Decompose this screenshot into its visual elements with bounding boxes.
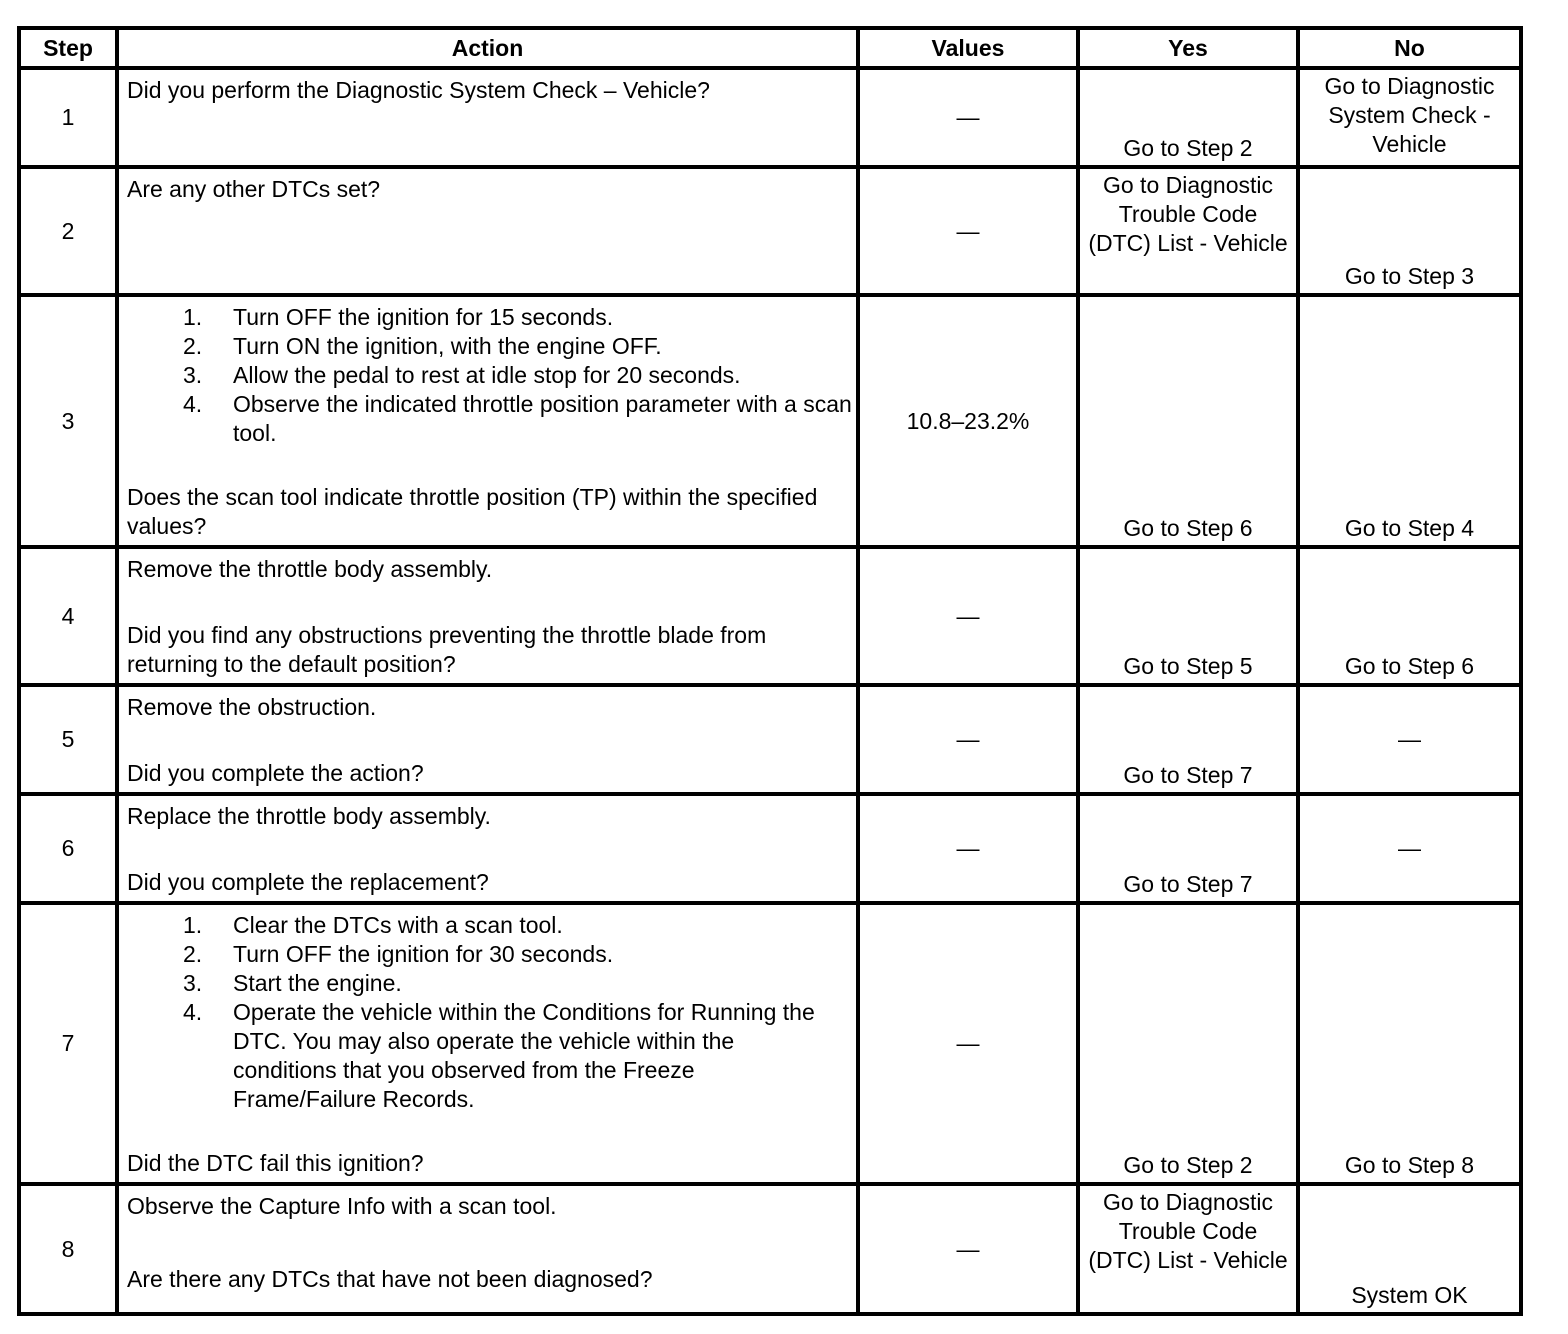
action-cell <box>119 297 856 545</box>
yes-link: Go to Step 6 <box>1123 515 1253 541</box>
no-cell <box>1300 1186 1519 1310</box>
values-cell: — <box>956 1235 980 1262</box>
yes-link: Go to Diagnostic Trouble Code (DTC) List - Vehicle <box>1088 172 1288 256</box>
question-text: Does the scan tool indicate throttle position (TP) within the specified values? <box>127 484 818 539</box>
list-item: 4. Operate the vehicle within the Conditions for Running the DTC. You may also operate the vehicle within the conditions that you observed from the Freeze Frame/Failure Records. <box>183 999 815 1112</box>
yes-cell <box>1080 687 1296 790</box>
no-link: Go to Step 4 <box>1344 515 1475 541</box>
diagnostic-table <box>17 26 1523 1316</box>
step-number: 8 <box>61 1235 75 1262</box>
list-item: 3. Start the engine. <box>183 970 402 996</box>
yes-cell <box>1080 905 1296 1180</box>
step-number: 5 <box>61 726 75 752</box>
header-yes: Yes <box>1168 34 1208 61</box>
no-cell: — <box>1398 835 1421 861</box>
step-number: 7 <box>61 1030 75 1056</box>
no-link: Go to Step 6 <box>1344 653 1475 679</box>
list-item: 4. Observe the indicated throttle position parameter with a scan tool. <box>183 391 852 446</box>
question-text: Are there any DTCs that have not been diagnosed? <box>127 1266 653 1292</box>
step-number: 1 <box>61 104 75 130</box>
values-cell: — <box>956 602 980 629</box>
no-cell <box>1300 72 1519 165</box>
yes-cell <box>1080 549 1296 681</box>
step-number: 6 <box>61 835 75 861</box>
no-link: System OK <box>1351 1282 1468 1308</box>
no-cell <box>1300 549 1519 681</box>
action-cell <box>119 796 856 901</box>
no-link: Go to Step 3 <box>1344 263 1475 289</box>
yes-cell <box>1080 1188 1296 1310</box>
values-cell: — <box>956 104 980 130</box>
yes-link: Go to Step 7 <box>1123 871 1253 897</box>
yes-link: Go to Step 5 <box>1123 653 1253 679</box>
action-cell <box>119 1186 856 1312</box>
question-text: Did you complete the replacement? <box>127 869 489 895</box>
header-no: No <box>1394 34 1425 61</box>
no-cell <box>1300 905 1519 1180</box>
action-cell <box>119 905 856 1182</box>
question-text: Did the DTC fail this ignition? <box>127 1150 424 1176</box>
action-cell <box>119 549 856 683</box>
step-number: 2 <box>61 217 75 244</box>
step-number: 4 <box>61 602 75 629</box>
action-cell <box>119 687 856 792</box>
action-text: Observe the Capture Info with a scan tool. <box>127 1193 557 1219</box>
values-cell: — <box>956 726 980 752</box>
question-text: Did you find any obstructions preventing the throttle blade from returning to the default position? <box>127 622 767 677</box>
no-link: Go to Diagnostic System Check - Vehicle <box>1324 73 1495 157</box>
values-cell: — <box>956 1030 980 1056</box>
yes-cell <box>1080 796 1296 899</box>
action-text: Remove the throttle body assembly. <box>127 556 493 582</box>
no-cell: — <box>1398 726 1421 752</box>
header-action: Action <box>451 34 524 61</box>
values-cell: 10.8–23.2% <box>906 407 1030 434</box>
list-item: 2. Turn OFF the ignition for 30 seconds. <box>183 941 614 967</box>
header-step: Step <box>43 34 93 61</box>
yes-link: Go to Diagnostic Trouble Code (DTC) List - Vehicle <box>1088 1189 1288 1273</box>
yes-link: Go to Step 2 <box>1123 1152 1253 1178</box>
values-cell: — <box>956 217 980 244</box>
action-text: Remove the obstruction. <box>127 694 377 720</box>
yes-link: Go to Step 7 <box>1123 762 1253 788</box>
list-item: 1. Clear the DTCs with a scan tool. <box>183 912 563 938</box>
no-link: Go to Step 8 <box>1344 1152 1475 1178</box>
yes-cell <box>1080 297 1296 543</box>
no-cell <box>1300 297 1519 543</box>
action-text: Are any other DTCs set? <box>127 176 381 202</box>
procedure-list <box>127 303 856 448</box>
header-values: Values <box>931 34 1005 61</box>
yes-cell <box>1080 171 1296 291</box>
action-text: Did you perform the Diagnostic System Check – Vehicle? <box>127 77 710 103</box>
yes-cell <box>1080 70 1296 163</box>
no-cell <box>1300 169 1519 291</box>
list-item: 2. Turn ON the ignition, with the engine OFF. <box>183 333 662 359</box>
values-cell: — <box>956 835 980 861</box>
table-border-right <box>1519 26 1523 1316</box>
list-item: 1. Turn OFF the ignition for 15 seconds. <box>183 304 614 330</box>
step-number: 3 <box>61 407 75 434</box>
list-item: 3. Allow the pedal to rest at idle stop for 20 seconds. <box>183 362 741 388</box>
procedure-list <box>127 911 856 1114</box>
yes-link: Go to Step 2 <box>1123 135 1253 161</box>
action-text: Replace the throttle body assembly. <box>127 803 491 829</box>
question-text: Did you complete the action? <box>127 760 424 786</box>
